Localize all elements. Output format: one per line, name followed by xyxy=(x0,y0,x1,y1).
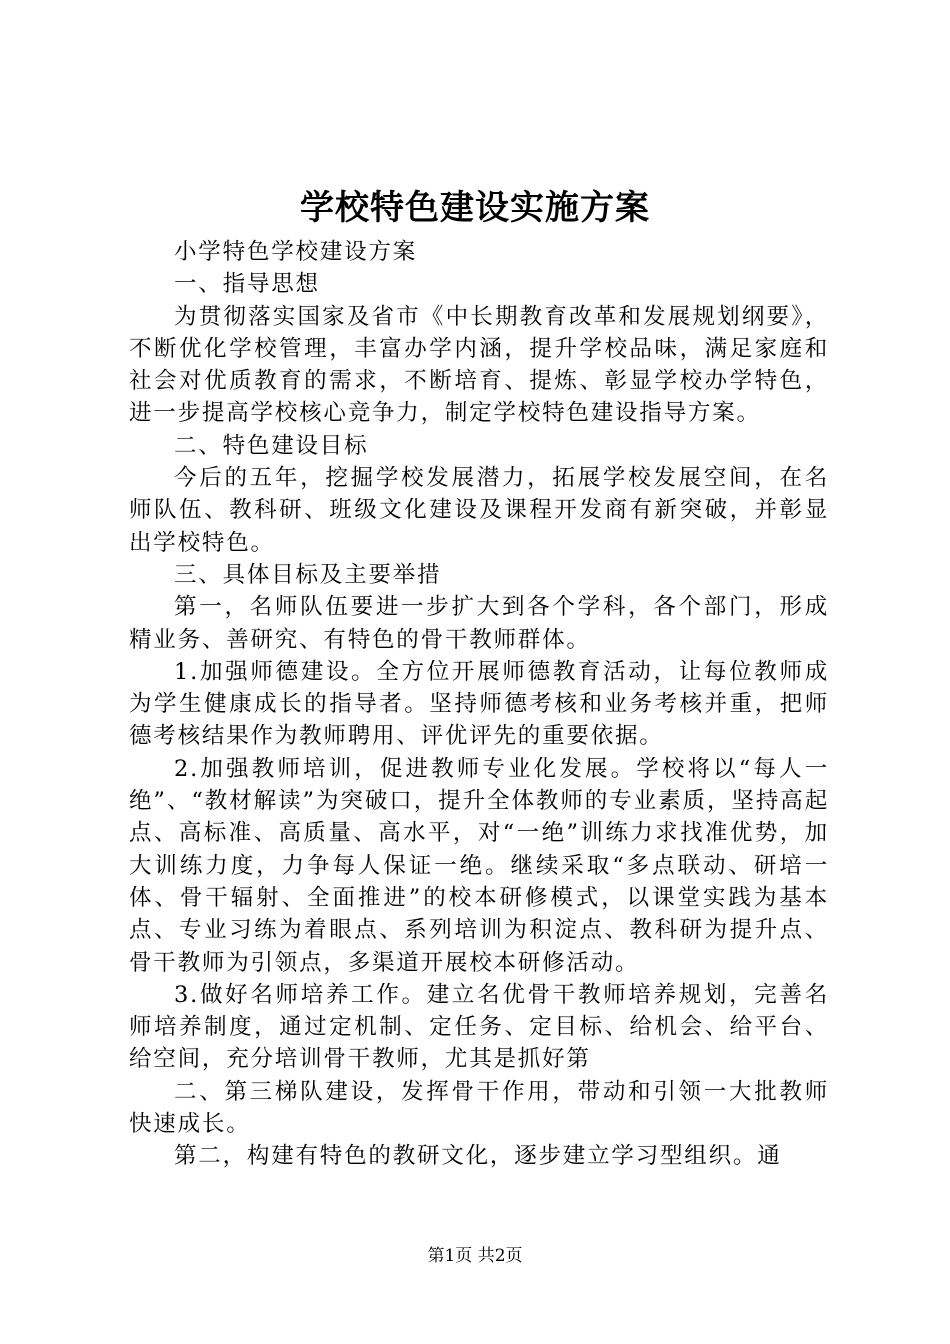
section-heading-goals: 二、特色建设目标 xyxy=(174,432,369,459)
document-body xyxy=(129,236,829,1173)
section-heading-measures: 三、具体目标及主要举措 xyxy=(174,561,442,588)
paragraph-item-3: 3.做好名师培养工作。建立名优骨干教师培养规划，完善名师培养制度，通过定机制、定任务、定目标、给机会、给平台、给空间，充分培训骨干教师，尤其是抓好第 xyxy=(129,981,829,1073)
paragraph-first-point: 第一，名师队伍要进一步扩大到各个学科，各个部门，形成精业务、善研究、有特色的骨干教师群体。 xyxy=(129,594,829,653)
section-heading-guiding-thought: 一、指导思想 xyxy=(174,271,320,298)
page-number-footer: 第1页 共2页 xyxy=(427,1246,523,1266)
paragraph-second-point: 第二，构建有特色的教研文化，逐步建立学习型组织。通 xyxy=(174,1143,782,1170)
paragraph-subtitle: 小学特色学校建设方案 xyxy=(174,239,418,265)
paragraph-item-1: 1.加强师德建设。全方位开展师德教育活动，让每位教师成为学生健康成长的指导者。坚持师德考核和业务考核并重，把师德考核结果作为教师聘用、评优评先的重要依据。 xyxy=(129,658,829,750)
document-title: 学校特色建设实施方案 xyxy=(300,188,650,228)
paragraph-goals: 今后的五年，挖掘学校发展潜力，拓展学校发展空间，在名师队伍、教科研、班级文化建设及课程开发商有新突破，并彰显出学校特色。 xyxy=(129,465,829,556)
paragraph-item-2: 2.加强教师培训，促进教师专业化发展。学校将以“每人一绝”、“教材解读”为突破口，提升全体教师的专业素质，坚持高起点、高标准、高质量、高水平，对“一绝”训练力求找准优势，加大训练力度，力争每人保证一绝。继续采取“多点联动、研培一体、骨干辐射、全面推进”的校本研修模式，以课堂实践为基本点、专业习练为着眼点、系列培训为积淀点、教科研为提升点、骨干教师为引领点，多渠道开展校本研修活动。 xyxy=(129,755,829,976)
paragraph-item-3-continued: 二、第三梯队建设，发挥骨干作用，带动和引领一大批教师快速成长。 xyxy=(129,1078,829,1138)
paragraph-guiding-thought: 为贯彻落实国家及省市《中长期教育改革和发展规划纲要》，不断优化学校管理，丰富办学内涵，提升学校品味，满足家庭和社会对优质教育的需求，不断培育、提炼、彰显学校办学特色，进一步提高学校核心竞争力，制定学校特色建设指导方案。 xyxy=(129,303,829,427)
